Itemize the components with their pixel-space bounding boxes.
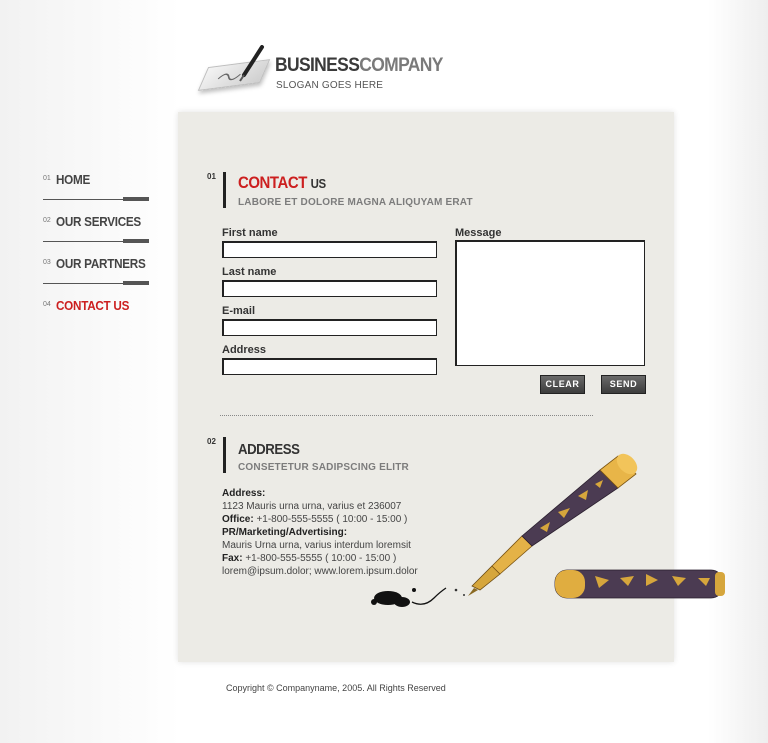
address-line: 1123 Mauris urna urna, varius et 236007 — [222, 501, 402, 512]
office-label: Office: — [222, 514, 254, 525]
last-name-label: Last name — [222, 266, 277, 278]
nav-item-contact-us[interactable] — [43, 298, 153, 340]
message-textarea[interactable] — [455, 240, 645, 366]
first-name-label: First name — [222, 227, 278, 239]
fax-value: +1-800-555-5555 ( 10:00 - 15:00 ) — [245, 553, 397, 564]
office-value: +1-800-555-5555 ( 10:00 - 15:00 ) — [256, 514, 408, 525]
address-label: Address — [222, 344, 267, 356]
pen-cap-icon — [555, 570, 725, 598]
contact-section-subtitle: LABORE ET DOLORE MAGNA ALIQUYAM ERAT — [238, 197, 473, 208]
last-name-field[interactable] — [222, 280, 437, 297]
message-label: Message — [455, 227, 502, 239]
contact-section-bar — [223, 172, 226, 208]
nav-underline-end — [123, 281, 149, 285]
brand-name-part2: COMPANY — [359, 55, 443, 76]
email-field[interactable] — [222, 319, 437, 336]
nav-item-label: OUR PARTNERS — [56, 256, 146, 271]
nav-item-our-services[interactable] — [43, 214, 153, 256]
site-logo[interactable] — [205, 45, 465, 100]
contact-section-number: 01 — [207, 172, 216, 181]
nav-underline — [43, 199, 123, 200]
nav-item-number: 03 — [43, 259, 51, 266]
address-field[interactable] — [222, 358, 437, 375]
address-title: ADDRESS — [238, 441, 300, 458]
fax-label: Fax: — [222, 553, 243, 564]
nav-item-number: 01 — [43, 175, 51, 182]
address-section-title — [238, 441, 299, 458]
nav-underline — [43, 283, 123, 284]
address-section-bar — [223, 437, 226, 473]
left-background-shade — [0, 0, 180, 743]
address-heading: Address: — [222, 488, 266, 499]
nav-item-label: HOME — [56, 172, 91, 187]
footer-copyright: Copyright © Companyname, 2005. All Rights Reserved — [226, 683, 446, 693]
contact-title-part1: CONTACT — [238, 173, 307, 192]
email-label: E-mail — [222, 305, 256, 317]
nav-item-number: 04 — [43, 301, 51, 308]
ink-splash-icon — [371, 588, 465, 607]
address-section-number: 02 — [207, 437, 216, 446]
clear-button[interactable]: CLEAR — [540, 375, 585, 394]
nav-item-number: 02 — [43, 217, 51, 224]
nav-underline — [43, 241, 123, 242]
pr-label: PR/Marketing/Advertising: — [222, 527, 348, 538]
main-nav — [43, 172, 153, 340]
nav-item-label: OUR SERVICES — [56, 214, 141, 229]
send-button[interactable]: SEND — [601, 375, 646, 394]
first-name-field[interactable] — [222, 241, 437, 258]
fountain-pen-illustration — [350, 440, 730, 620]
section-divider — [220, 415, 593, 416]
brand-name-part1: BUSINESS — [275, 55, 360, 76]
right-background-shade — [708, 0, 768, 743]
web-line[interactable]: lorem@ipsum.dolor; www.lorem.ipsum.dolor — [222, 566, 418, 577]
brand-slogan: SLOGAN GOES HERE — [276, 80, 384, 91]
nav-item-label: CONTACT US — [56, 298, 130, 313]
pen-icon — [235, 45, 265, 85]
pr-line: Mauris Urna urna, varius interdum loremsit — [222, 540, 411, 551]
nav-item-our-partners[interactable] — [43, 256, 153, 298]
contact-section-title — [238, 173, 326, 193]
nav-underline-end — [123, 197, 149, 201]
nav-underline-end — [123, 239, 149, 243]
brand-name — [275, 55, 443, 77]
nav-item-home[interactable] — [43, 172, 153, 214]
address-section-subtitle: CONSETETUR SADIPSCING ELITR — [238, 462, 409, 473]
contact-title-part2: US — [310, 176, 326, 191]
